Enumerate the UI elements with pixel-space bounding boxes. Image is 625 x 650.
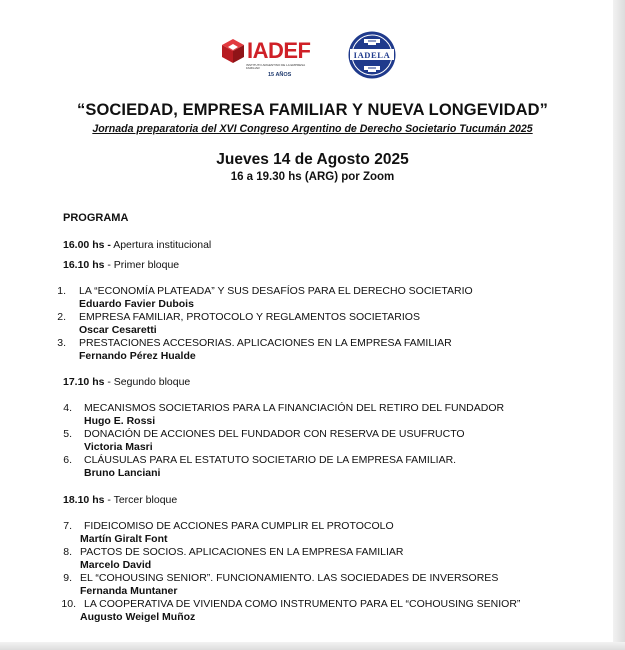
iadef-logo-text: IADEF [247, 38, 311, 63]
item-speaker: Marcelo David [80, 559, 152, 571]
item-number: 10. [61, 598, 76, 610]
event-title: “SOCIEDAD, EMPRESA FAMILIAR Y NUEVA LONGEVIDAD” [76, 101, 549, 119]
block-label: - Segundo bloque [104, 376, 191, 388]
item-speaker: Bruno Lanciani [84, 467, 161, 479]
item-speaker: Fernanda Muntaner [80, 585, 178, 597]
iadef-logo [222, 36, 314, 81]
block-second [63, 376, 190, 388]
block-label: - Tercer bloque [104, 494, 178, 506]
block-time: 17.10 hs [63, 376, 105, 388]
item-speaker: Oscar Cesaretti [79, 324, 157, 336]
item-topic: EMPRESA FAMILIAR, PROTOCOLO Y REGLAMENTOS SOCIETARIOS [79, 311, 420, 323]
page-edge-bottom [0, 642, 625, 650]
item-speaker: Eduardo Favier Dubois [79, 298, 194, 310]
iadela-seal-icon [347, 30, 397, 80]
block-time: 16.10 hs [63, 259, 105, 271]
event-time: 16 a 19.30 hs (ARG) por Zoom [230, 171, 395, 183]
item-speaker: Fernando Pérez Hualde [79, 350, 196, 362]
header-logos [0, 26, 625, 81]
item-topic: DONACIÓN DE ACCIONES DEL FUNDADOR CON RESERVA DE USUFRUCTO [84, 428, 465, 440]
item-number: 8. [63, 546, 72, 558]
item-number: 3. [57, 337, 66, 349]
item-number: 6. [63, 454, 72, 466]
item-number: 7. [63, 520, 72, 532]
item-topic: PACTOS DE SOCIOS. APLICACIONES EN LA EMPRESA FAMILIAR [80, 546, 404, 558]
event-date: Jueves 14 de Agosto 2025 [216, 151, 409, 168]
item-topic: PRESTACIONES ACCESORIAS. APLICACIONES EN LA EMPRESA FAMILIAR [79, 337, 452, 349]
item-topic: EL “COHOUSING SENIOR”. FUNCIONAMIENTO. LAS SOCIEDADES DE INVERSORES [80, 572, 499, 584]
item-number: 4. [63, 402, 72, 414]
iadela-logo [347, 30, 397, 80]
item-speaker: Hugo E. Rossi [84, 415, 156, 427]
item-topic: MECANISMOS SOCIETARIOS PARA LA FINANCIACIÓN DEL RETIRO DEL FUNDADOR [84, 402, 505, 414]
item-speaker: Victoria Masri [84, 441, 153, 453]
item-speaker: Martín Giralt Font [80, 533, 168, 545]
item-topic: LA COOPERATIVA DE VIVIENDA COMO INSTRUMENTO PARA EL “COHOUSING SENIOR” [84, 598, 521, 610]
iadef-cube-icon [222, 39, 244, 63]
event-subtitle: Jornada preparatoria del XVI Congreso Argentino de Derecho Societario Tucumán 2025 [92, 123, 533, 135]
iadef-logo-years: 15 AÑOS [268, 72, 292, 78]
item-number: 1. [57, 285, 66, 297]
block-time: 18.10 hs [63, 494, 105, 506]
iadef-logo-subtitle: INSTITUTO ARGENTINO DE LA EMPRESA FAMILIAR [246, 63, 305, 70]
block-label: Apertura institucional [110, 239, 212, 251]
block-time: 16.00 hs - [63, 239, 111, 251]
item-number: 2. [57, 311, 66, 323]
item-speaker: Augusto Weigel Muñoz [80, 611, 196, 623]
item-topic: FIDEICOMISO DE ACCIONES PARA CUMPLIR EL PROTOCOLO [84, 520, 394, 532]
item-number: 5. [63, 428, 72, 440]
block-label: - Primer bloque [104, 259, 180, 271]
block-opening [63, 239, 211, 251]
item-number: 9. [63, 572, 72, 584]
block-third [63, 494, 177, 506]
item-topic: LA “ECONOMÍA PLATEADA” Y SUS DESAFÍOS PARA EL DERECHO SOCIETARIO [79, 285, 473, 297]
svg-text:IADELA: IADELA [353, 50, 391, 60]
item-topic: CLÁUSULAS PARA EL ESTATUTO SOCIETARIO DE LA EMPRESA FAMILIAR. [84, 454, 457, 466]
block-first [63, 259, 179, 271]
program-heading: PROGRAMA [63, 212, 129, 224]
page-edge-right [613, 0, 625, 650]
